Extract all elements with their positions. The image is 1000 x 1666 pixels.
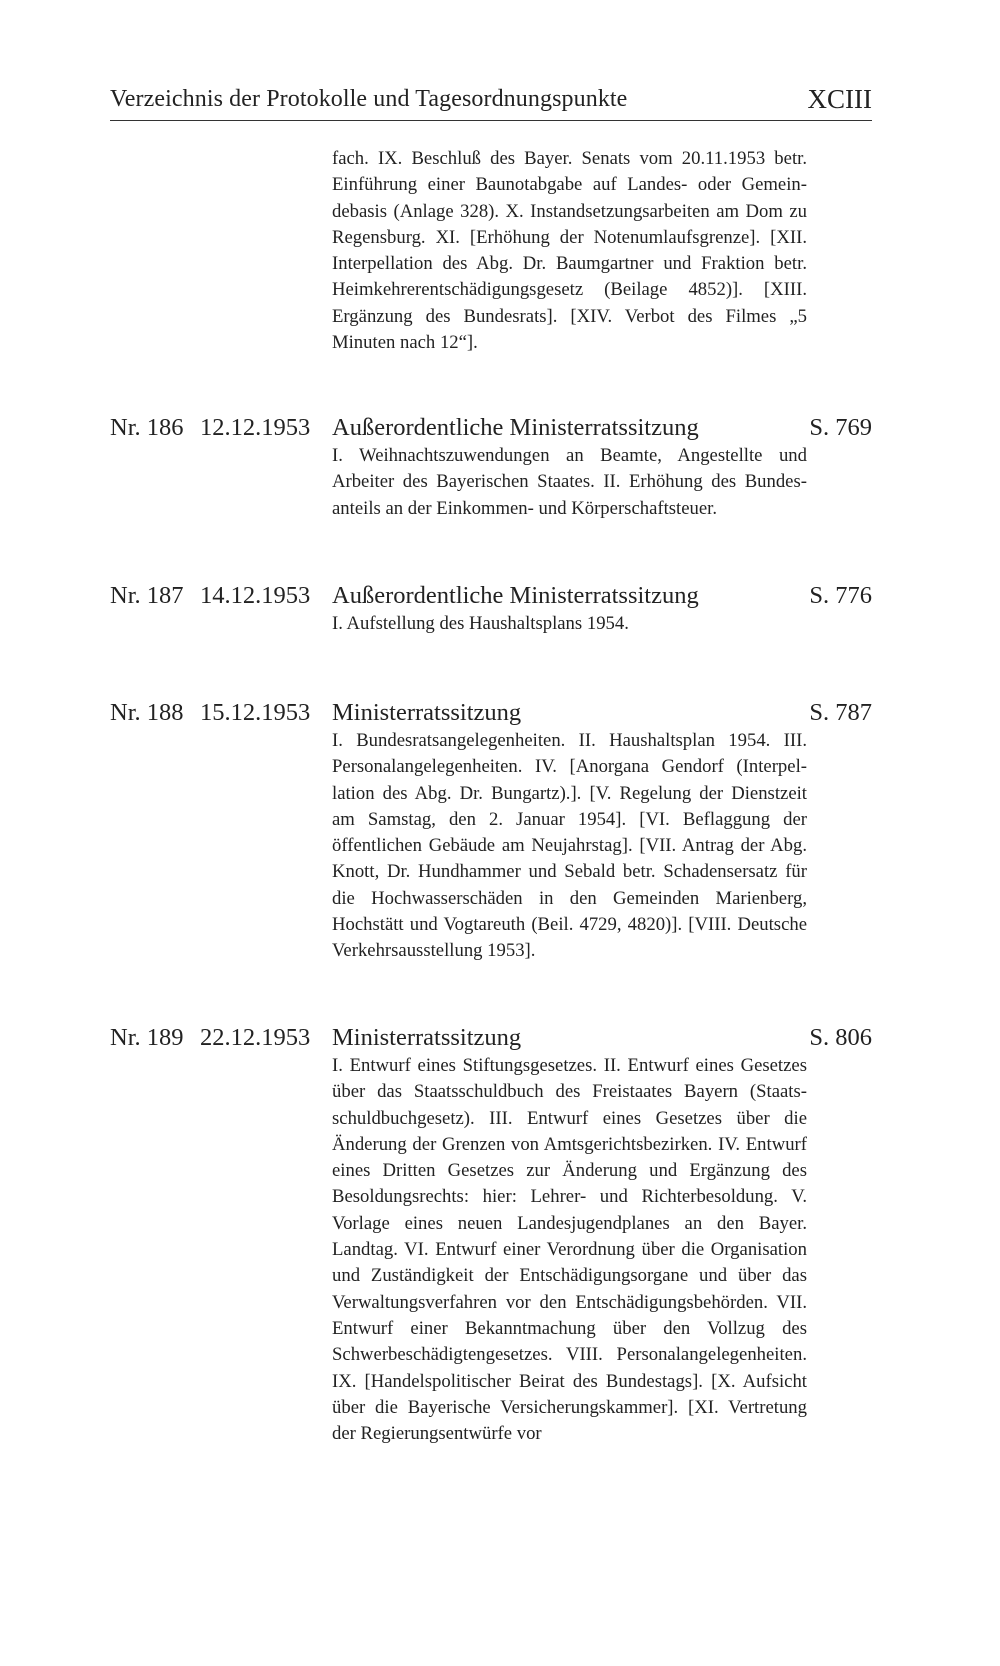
entry-date: 14.12.1953 — [200, 582, 311, 609]
running-head — [110, 80, 872, 121]
entry-page-ref: S. 806 — [809, 1024, 872, 1051]
entry-agenda-text: I. Aufstellung des Haushaltsplans 1954. — [332, 613, 629, 634]
entry-session-type: Außerordentliche Ministerratssitzung — [332, 414, 699, 441]
page-header-title: Verzeichnis der Protokolle und Tagesordnungspunkte — [110, 86, 628, 112]
protocol-entry-188 — [110, 695, 872, 965]
entry-heading — [110, 695, 872, 731]
protocol-entry-186 — [110, 410, 872, 522]
entry-session-type: Ministerratssitzung — [332, 699, 522, 726]
entry-number: Nr. 187 — [110, 582, 184, 609]
protocol-entry-189 — [110, 1020, 872, 1447]
protocol-entry-187 — [110, 578, 872, 637]
entry-heading — [110, 578, 872, 614]
page-number: XCIII — [807, 84, 872, 114]
entry-page-ref: S. 776 — [809, 582, 872, 609]
entry-page-ref: S. 769 — [809, 414, 872, 441]
entry-date: 12.12.1953 — [200, 414, 311, 441]
entry-agenda-text: I. Bundesratsangelegenheiten. II. Haushaltsplan 1954. III. Personalangelegenheiten. IV. [Anorgana Gendorf (Interpellation des Abg. Dr. Bungartz).]. [V. Regelung der Dienstzeit am Samstag, den 2. Januar 1954]. [VI. Beflaggung der öffentlichen Gebäude am Neujahrstag]. [VII. Antrag der Abg. Knott, Dr. Hundhammer und Sebald betr. Schadensersatz für die Hochwasserschäden in den Gemeinden Marienberg, Hochstätt und Vogtareuth (Beil. 4729, 4820)]. [VIII. Deutsche Verkehrsausstellung 1953]. — [332, 730, 807, 962]
entry-number: Nr. 189 — [110, 1024, 184, 1051]
continued-entry-text: fach. IX. Beschluß des Bayer. Senats vom 20.11.1953 betr. Einführung einer Baunotabgabe auf Landes- oder Gemeindebasis (Anlage 328). X. Instandsetzungsarbeiten am Dom zu Regensburg. XI. [Erhöhung der Notenumlaufsgrenze]. [XII. Interpellation des Abg. Dr. Baumgartner und Fraktion betr. Heimkehrerentschädigungsgesetz (Beilage 4852)]. [XIII. Ergänzung des Bundesrats]. [XIV. Verbot des Filmes „5 Minuten nach 12“]. — [332, 148, 807, 354]
continued-entry — [332, 146, 807, 356]
entry-number: Nr. 186 — [110, 414, 184, 441]
entry-date: 15.12.1953 — [200, 699, 311, 726]
entry-page-ref: S. 787 — [809, 699, 872, 726]
entry-heading — [110, 410, 872, 446]
entry-agenda-text: I. Weihnachtszuwendungen an Beamte, Angestellte und Arbeiter des Bayerischen Staates. II. Erhöhung des Bundesanteils an der Einkommen- und Körperschaftsteuer. — [332, 445, 807, 519]
entry-number: Nr. 188 — [110, 699, 184, 726]
entry-session-type: Ministerratssitzung — [332, 1024, 522, 1051]
entry-heading — [110, 1020, 872, 1056]
entry-agenda-text: I. Entwurf eines Stiftungsgesetzes. II. Entwurf eines Gesetzes über das Staatsschuldbuch des Freistaates Bayern (Staatsschuldbuchgesetz). III. Entwurf eines Gesetzes über die Änderung der Grenzen von Amtsgerichtsbezirken. IV. Entwurf eines Dritten Gesetzes zur Änderung und Ergänzung des Besoldungsrechts: hier: Lehrer- und Richterbesoldung. V. Vorlage eines neuen Landesjugendplanes an den Bayer. Landtag. VI. Entwurf einer Verordnung über die Organisation und Zuständigkeit der Entschädigungsorgane und über das Verwaltungsverfahren vor den Entschädigungsbehörden. VII. Entwurf einer Bekanntmachung über den Vollzug des Schwerbeschädigtengesetzes. VIII. Personalangelegenheiten. IX. [Handelspolitischer Beirat des Bundestags]. [X. Aufsicht über die Bayerische Versicherungskammer]. [XI. Vertretung der Regierungsentwürfe vor — [332, 1055, 807, 1445]
entry-session-type: Außerordentliche Ministerratssitzung — [332, 582, 699, 609]
entry-date: 22.12.1953 — [200, 1024, 311, 1051]
